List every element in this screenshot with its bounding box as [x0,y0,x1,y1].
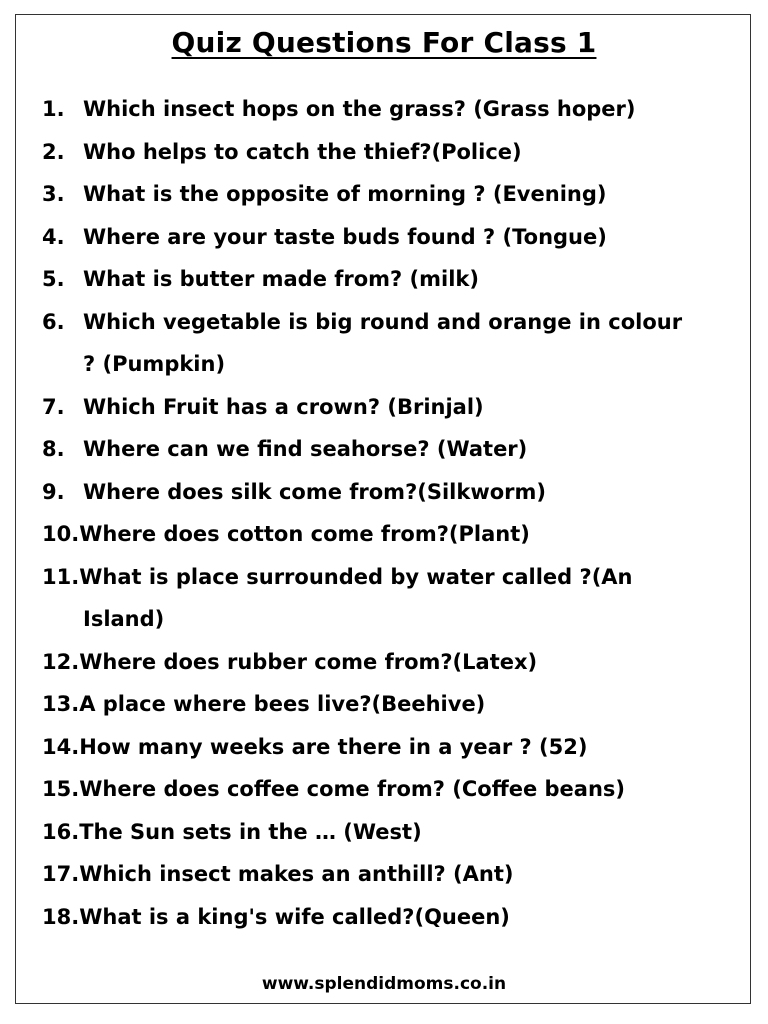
question-text: Which Fruit has a crown? (Brinjal) [83,394,484,419]
question-number: 6. [42,309,65,334]
question-item-2 [42,131,732,174]
question-number: 14. [42,734,80,759]
question-text: Which insect hops on the grass? (Grass hoper) [83,97,636,121]
question-text: Which vegetable is big round and orange in colour [83,309,683,334]
question-item-17 [42,853,732,896]
question-item-9 [42,471,732,514]
question-text: Where are your taste buds found ? (Tongue) [83,224,607,249]
question-text: Where can we find seahorse? (Water) [83,437,528,461]
question-item-3 [42,173,732,216]
question-item-18 [42,896,732,939]
page-title: Quiz Questions For Class 1 [171,26,597,59]
footer-website: www.splendidmoms.co.in [261,974,507,994]
question-item-12 [42,641,732,684]
question-item-8 [42,428,732,471]
question-number: 2. [42,139,65,164]
question-item-10 [42,513,732,556]
question-text: What is butter made from? (milk) [83,267,479,291]
question-number: 4. [42,224,65,249]
question-text: What is a king's wife called?(Queen) [79,904,510,929]
question-text: The Sun sets in the … (West) [79,819,422,844]
question-text: Where does coffee come from? (Coffee beans) [79,777,626,801]
question-list [42,88,732,938]
question-item-7 [42,386,732,429]
question-text: Which insect makes an anthill? (Ant) [79,862,514,886]
question-item-13 [42,683,732,726]
question-text: Where does silk come from?(Silkworm) [83,479,546,504]
question-item-5 [42,258,732,301]
question-item-6 [42,301,732,386]
question-text: How many weeks are there in a year ? (52) [79,734,588,759]
question-text-continued: ? (Pumpkin) [83,352,226,376]
question-text: A place where bees live?(Beehive) [79,692,486,716]
question-item-16 [42,811,732,854]
question-text: Who helps to catch the thief?(Police) [83,139,522,164]
question-item-15 [42,768,732,811]
question-number: 11. [42,564,80,589]
question-number: 16. [42,819,80,844]
question-text: What is the opposite of morning ? (Evening) [83,182,607,206]
question-text: Where does rubber come from?(Latex) [79,649,538,674]
question-text: What is place surrounded by water called ?(An [79,564,633,589]
question-number: 12. [42,649,80,674]
question-item-14 [42,726,732,769]
question-number: 10. [42,522,80,546]
question-text: Where does cotton come from?(Plant) [79,522,530,546]
question-number: 17. [42,862,80,886]
question-number: 1. [42,97,65,121]
question-number: 7. [42,394,65,419]
question-number: 5. [42,267,65,291]
question-number: 3. [42,182,65,206]
question-item-1 [42,88,732,131]
question-item-11 [42,556,732,641]
question-number: 15. [42,777,80,801]
question-number: 8. [42,437,65,461]
question-text-continued: Island) [83,607,165,631]
question-number: 9. [42,479,65,504]
question-number: 18. [42,904,80,929]
question-number: 13. [42,692,80,716]
question-item-4 [42,216,732,259]
